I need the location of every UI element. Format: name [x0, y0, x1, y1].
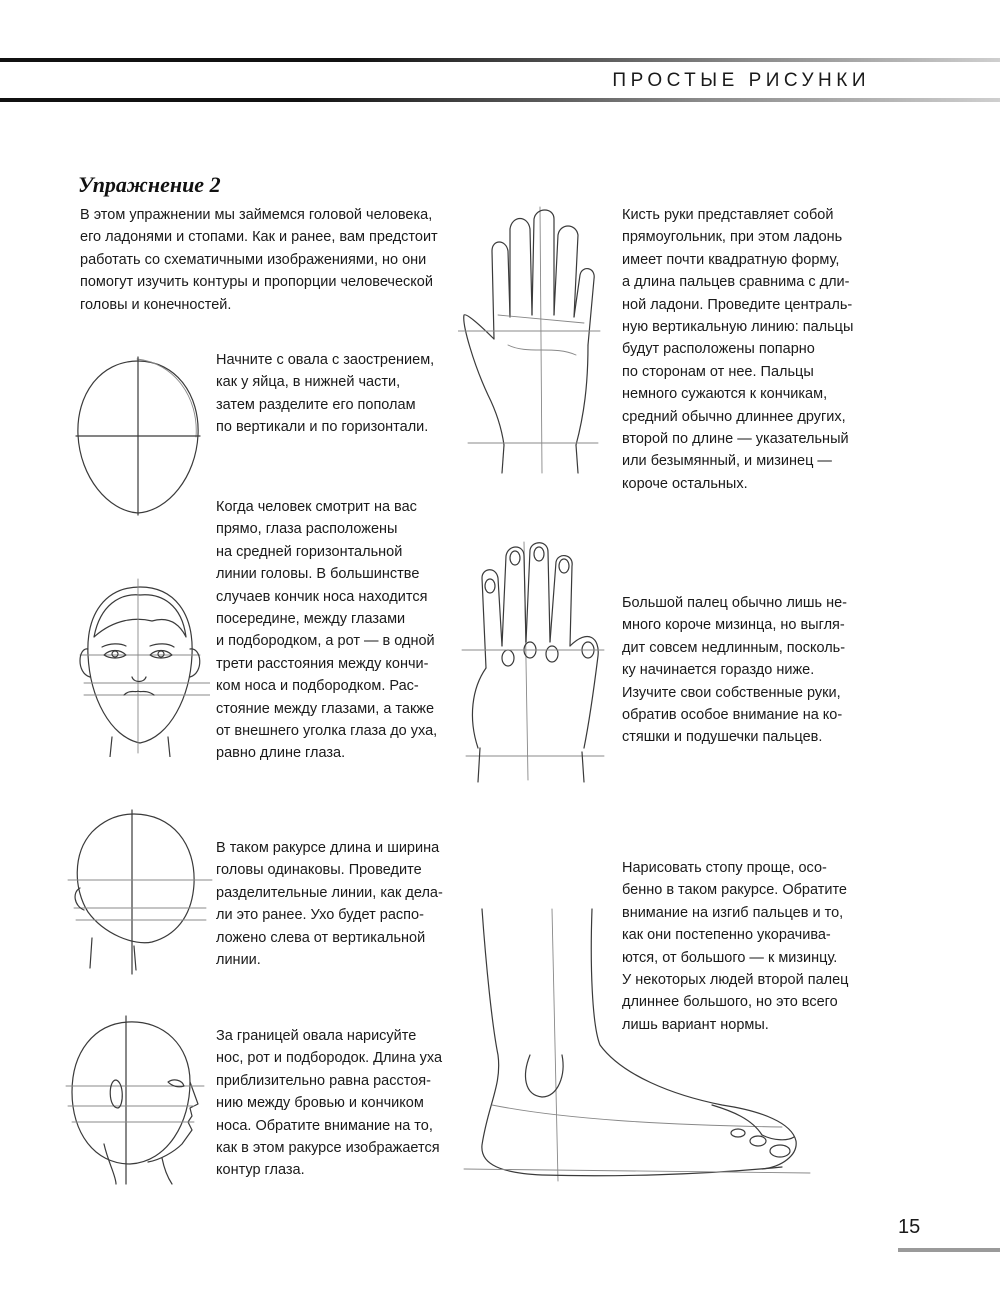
page-number: 15 [898, 1216, 921, 1238]
running-title: ПРОСТЫЕ РИСУНКИ [612, 70, 870, 91]
hand-block-sketch [458, 205, 603, 475]
oval-text: Начните с овала с заострением, как у яйца, в нижней части, затем разделите его пополам по вертикали и по горизонтали. [216, 352, 435, 436]
hand-text: Кисть руки представляет собой прямоугольник, при этом ладонь имеет почти квадратную форму, а длина пальцев сравнима с дли- ной ладони. Проведите централь- ную вертикальную линию: пальцы будут расположены попарно по сторонам от нее. Пальцы немного сужаются к кончикам, средний обычно длиннее других, второй по длине — указательный или безымянный, и мизинец — короче остальных. [622, 207, 854, 492]
profile-text: За границей овала нарисуйте нос, рот и подбородок. Длина уха приблизительно равна расстоя- нию между бровью и кончиком носа. Обратите внимание на то, как в этом ракурсе изображается контур глаза. [216, 1028, 443, 1179]
thumb-text: Большой палец обычно лишь не- много короче мизинца, но выгля- дит совсем недлинным, посколь- ку начинается гораздо ниже. Изучите свои собственные руки, обратив особое внимание на ко- стяшки и подушечки пальцев. [622, 595, 847, 746]
header-rule-bottom [0, 98, 1000, 102]
face-text: Когда человек смотрит на вас прямо, глаза расположены на средней горизонтальной линии головы. В большинстве случаев кончик носа находится посередине, между глазами и подбородком, а рот — в одной трети расстояния между кончи- ком носа и подбородком. Рас- стояние между глазами, а также от внешнего уголка глаза до уха, равно длине глаза. [216, 499, 438, 762]
exercise-title: Упражнение 2 [78, 172, 221, 197]
hand-knuckles-sketch [458, 538, 608, 783]
front-face-sketch [70, 577, 210, 757]
profile-head-sketch [64, 1012, 209, 1187]
foot-text: Нарисовать стопу проще, осо- бенно в таком ракурсе. Обратите внимание на изгиб пальцев и то, как они постепенно укорачива- ются, от большого — к мизинцу. У некоторых людей второй палец длиннее большого, но это всего лишь вариант нормы. [622, 860, 849, 1033]
header-rule-top [0, 58, 1000, 62]
exercise-intro: В этом упражнении мы займемся головой человека, его ладонями и стопами. Как и ранее, вам предстоит работать со схематичными изображениями, но они помогут изучить контуры и пропорции человеческой головы и конечностей. [80, 207, 438, 313]
oval-head-sketch [68, 355, 208, 520]
footer-rule [898, 1248, 1000, 1252]
three-quarter-head-sketch [64, 808, 214, 978]
angle-text: В таком ракурсе длина и ширина головы одинаковы. Проведите разделительные линии, как дела- ли это ранее. Ухо будет распо- ложено слева от вертикальной линии. [216, 840, 443, 969]
